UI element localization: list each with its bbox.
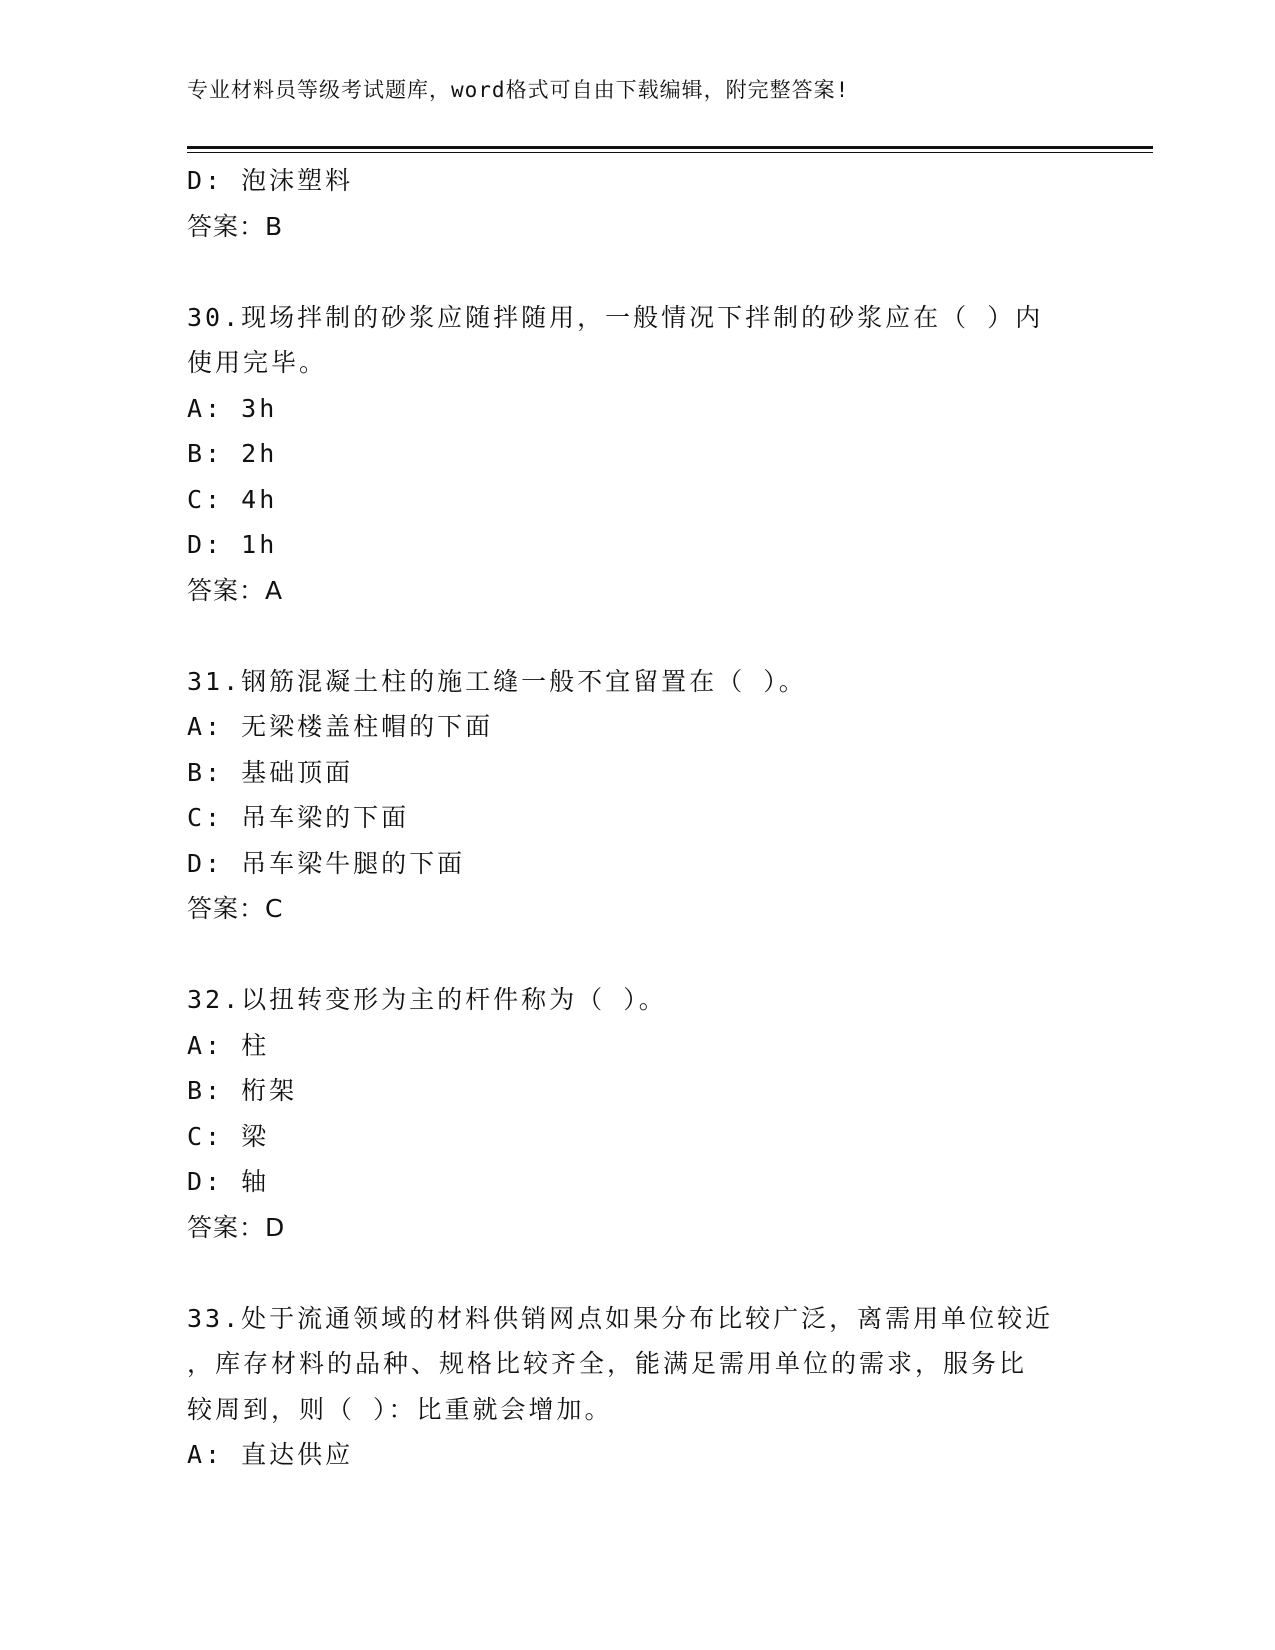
option-d: D: 1h [187,530,278,559]
option-c: C: 梁 [187,1121,270,1151]
option-a: A: 柱 [187,1030,270,1060]
header-rule-thin [187,152,1153,153]
option-b: B: 桁架 [187,1076,298,1105]
option-c: C: 吊车梁的下面 [187,803,410,832]
answer-line: 答案：A [187,575,284,605]
option-a: A: 3h [187,393,278,423]
option-a: A: 直达供应 [187,1440,354,1469]
answer-line: 答案：C [187,894,284,923]
option-d: D: 吊车梁牛腿的下面 [187,848,466,878]
question-text: 30.现场拌制的砂浆应随拌随用，一般情况下拌制的砂浆应在（ ）内 [187,302,1044,332]
question-32 [187,977,1087,1250]
option-b: B: 基础顶面 [187,757,354,787]
option-d: D: 泡沫塑料 [187,166,354,195]
question-text: 较周到，则（ ）：比重就会增加。 [187,1394,613,1424]
option-b: B: 2h [187,439,278,468]
answer-line: 答案：B [187,211,284,241]
page-header: 专业材料员等级考试题库，word格式可自由下载编辑，附完整答案! [187,78,850,102]
previous-question-tail [187,158,1087,249]
question-30 [187,295,1087,614]
question-text: 使用完毕。 [187,348,328,377]
answer-line: 答案：D [187,1212,286,1242]
option-d: D: 轴 [187,1167,270,1196]
question-31 [187,659,1087,932]
question-text: 31.钢筋混凝土柱的施工缝一般不宜留置在（ ）。 [187,666,807,696]
question-content [187,158,1087,1478]
question-text: 33.处于流通领域的材料供销网点如果分布比较广泛，离需用单位较近 [187,1303,1054,1333]
question-text: 32.以扭转变形为主的杆件称为（ ）。 [187,985,667,1014]
option-c: C: 4h [187,484,278,514]
option-a: A: 无梁楼盖柱帽的下面 [187,712,494,741]
header-rule-thick [187,146,1153,149]
question-33 [187,1296,1087,1478]
question-text: ，库存材料的品种、规格比较齐全，能满足需用单位的需求，服务比 [187,1349,1028,1378]
